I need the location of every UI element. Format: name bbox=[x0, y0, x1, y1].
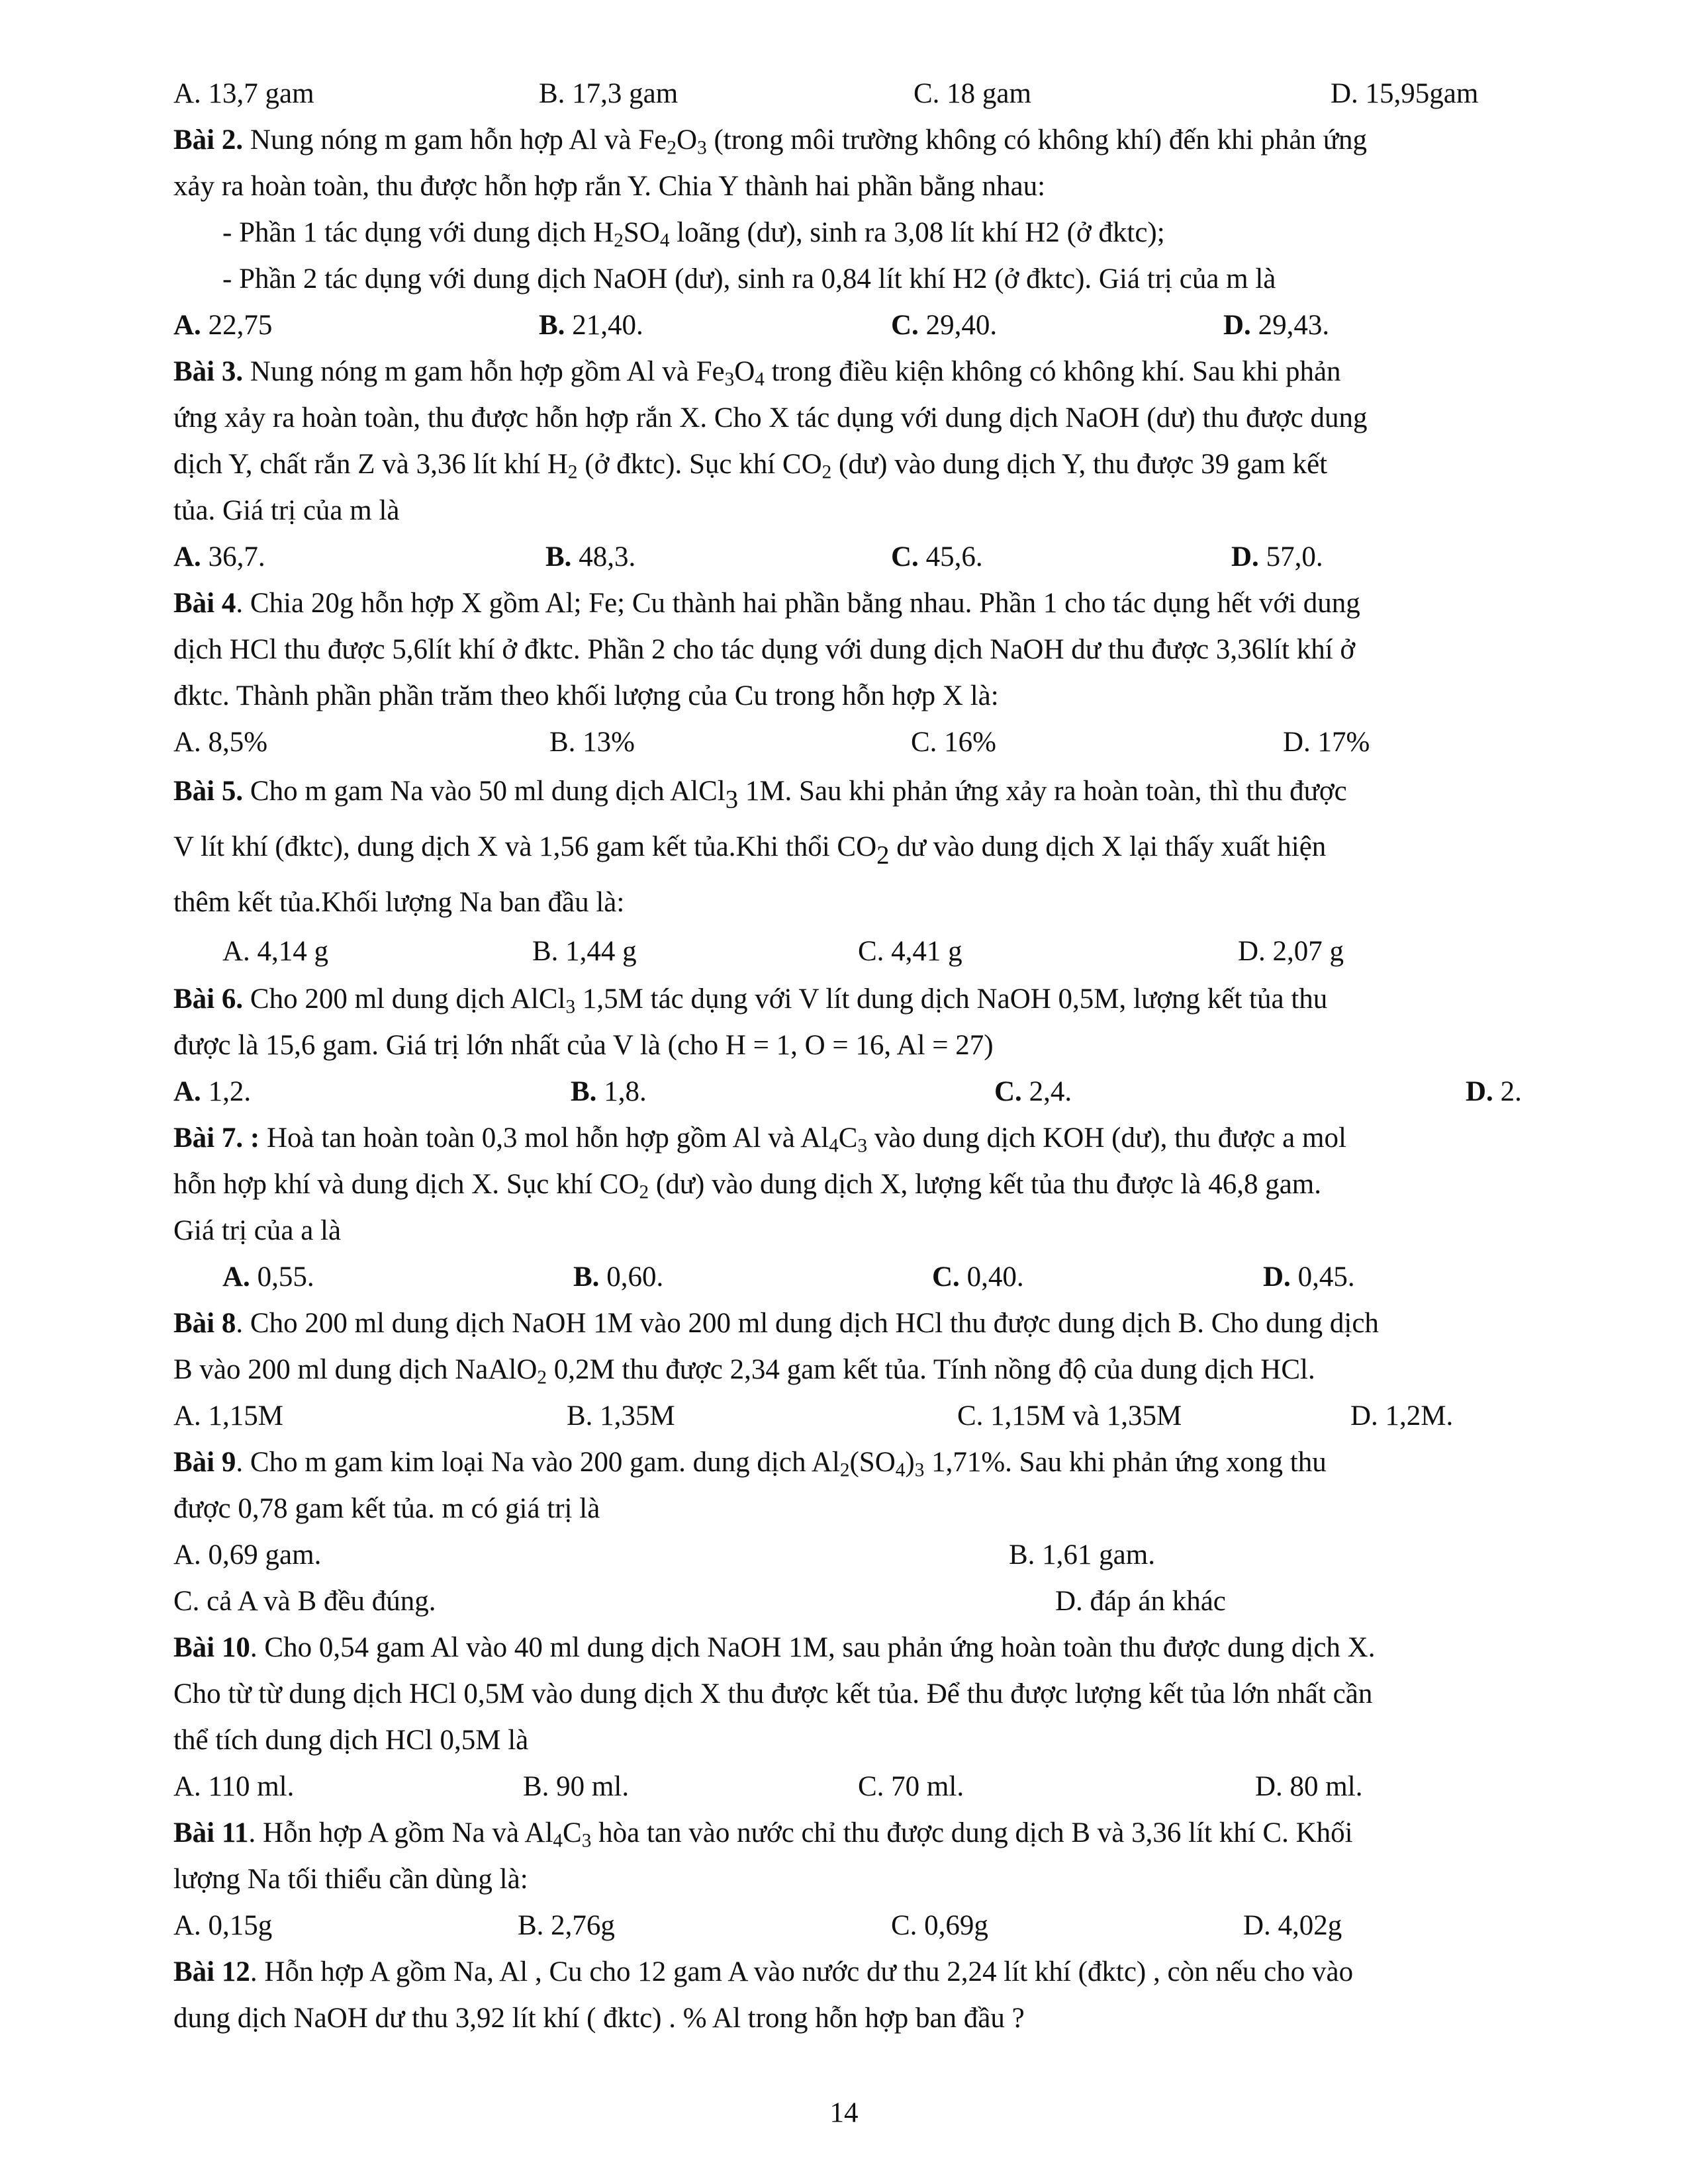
q3-line-2: ứng xảy ra hoàn toàn, thu được hỗn hợp rắn X. Cho X tác dụng với dung dịch NaOH (dư) thu được dung bbox=[173, 402, 1368, 433]
q8-line-1: Bài 8. Cho 200 ml dung dịch NaOH 1M vào 200 ml dung dịch HCl thu được dung dịch B. Cho dung dịch bbox=[173, 1308, 1379, 1339]
q5-line-3: thêm kết tủa.Khối lượng Na ban đầu là: bbox=[173, 887, 625, 918]
q11-option-c: C. 0,69g bbox=[891, 1910, 988, 1941]
q10-label: Bài 10 bbox=[173, 1632, 250, 1663]
q11-line-1: Bài 11. Hỗn hợp A gồm Na và $Al_4C_3$ hòa tan vào nước chỉ thu được dung dịch B và 3,36 lít khí C. Khối bbox=[173, 1817, 1353, 1852]
q4-line-2: dịch HCl thu được 5,6lít khí ở đktc. Phần 2 cho tác dụng với dung dịch NaOH dư thu được 3,36lít khí ở bbox=[173, 634, 1356, 665]
q3-line-3: dịch Y, chất rắn Z và 3,36 lít khí $H_2$ (ở đktc). Sục khí $CO_2$ (dư) vào dung dịch Y, thu được 39 gam kết bbox=[173, 449, 1328, 483]
q5-line-1: Bài 5. Cho m gam Na vào 50 ml dung dịch AlCl$_3$ 1M. Sau khi phản ứng xảy ra hoàn toàn, thì thu được bbox=[173, 776, 1347, 814]
q7-label: Bài 7. : bbox=[173, 1122, 260, 1154]
q5-option-a: A. 4,14 g bbox=[222, 936, 329, 967]
q6-option-d: D. 2. bbox=[1466, 1076, 1522, 1107]
q9-line-2: được 0,78 gam kết tủa. m có giá trị là bbox=[173, 1493, 600, 1524]
q12-label: Bài 12 bbox=[173, 1956, 250, 1987]
q4-option-d: D. 17% bbox=[1283, 727, 1370, 758]
q6-option-a: A. 1,2. bbox=[173, 1076, 252, 1107]
q7-option-c: C. 0,40. bbox=[932, 1261, 1024, 1293]
q7-option-b: B. 0,60. bbox=[573, 1261, 664, 1293]
q9-line-1: Bài 9. Cho m gam kim loại Na vào 200 gam. dung dịch $Al_2(SO_4)_3$ 1,71%. Sau khi phản ứng xong thu bbox=[173, 1447, 1327, 1481]
q3-line-4: tủa. Giá trị của m là bbox=[173, 495, 400, 526]
q9-option-a: A. 0,69 gam. bbox=[173, 1539, 322, 1570]
q7-option-a: A. 0,55. bbox=[222, 1261, 314, 1293]
q3-line-1: Bài 3. Nung nóng m gam hỗn hợp gồm Al và $Fe_3O_4$ trong điều kiện không có không khí. Sau khi phản bbox=[173, 356, 1341, 390]
q11-option-d: D. 4,02g bbox=[1243, 1910, 1342, 1941]
q6-line-1: Bài 6. Cho 200 ml dung dịch AlCl$_3$ 1,5M tác dụng với V lít dung dịch NaOH 0,5M, lượng kết tủa thu bbox=[173, 983, 1328, 1018]
q11-line-2: lượng Na tối thiểu cần dùng là: bbox=[173, 1864, 528, 1895]
q4-label: Bài 4 bbox=[173, 588, 236, 619]
q10-option-a: A. 110 ml. bbox=[173, 1771, 295, 1802]
q2-line-1: Bài 2. Nung nóng m gam hỗn hợp Al và $Fe_2O_3$ (trong môi trường không có không khí) đến khi phản ứng bbox=[173, 124, 1368, 159]
q5-line-2: V lít khí (đktc), dung dịch X và 1,56 gam kết tủa.Khi thổi $CO_2$ dư vào dung dịch X lại thấy xuất hiện bbox=[173, 831, 1327, 870]
q12-line-1: Bài 12. Hỗn hợp A gồm Na, Al , Cu cho 12 gam A vào nước dư thu 2,24 lít khí (đktc) , còn nếu cho vào bbox=[173, 1956, 1354, 1987]
q9-option-c: C. cả A và B đều đúng. bbox=[173, 1586, 436, 1617]
q8-option-d: D. 1,2M. bbox=[1350, 1400, 1454, 1432]
q11-option-a: A. 0,15g bbox=[173, 1910, 273, 1941]
q5-option-b: B. 1,44 g bbox=[532, 936, 637, 967]
q9-label: Bài 9 bbox=[173, 1447, 236, 1478]
q3-option-b: B. 48,3. bbox=[545, 541, 636, 572]
q6-line-2: được là 15,6 gam. Giá trị lớn nhất của V là (cho H = 1, O = 16, Al = 27) bbox=[173, 1030, 994, 1061]
q5-option-d: D. 2,07 g bbox=[1238, 936, 1344, 967]
q10-option-c: C. 70 ml. bbox=[858, 1771, 964, 1802]
q6-option-b: B. 1,8. bbox=[571, 1076, 647, 1107]
q7-line-1: Bài 7. : Hoà tan hoàn toàn 0,3 mol hỗn hợp gồm Al và $Al_4C_3$ vào dung dịch KOH (dư), thu được a mol bbox=[173, 1122, 1346, 1157]
q8-option-a: A. 1,15M bbox=[173, 1400, 284, 1432]
q1-option-c: C. 18 gam bbox=[914, 78, 1031, 109]
q9-option-b: B. 1,61 gam. bbox=[1009, 1539, 1155, 1570]
q8-option-c: C. 1,15M và 1,35M bbox=[957, 1400, 1182, 1432]
page-number: 14 bbox=[829, 2097, 859, 2128]
q7-line-2: hỗn hợp khí và dung dịch X. Sục khí $CO_2$ (dư) vào dung dịch X, lượng kết tủa thu được là 46,8 gam. bbox=[173, 1169, 1321, 1203]
q6-label: Bài 6. bbox=[173, 983, 244, 1015]
q1-option-a: A. 13,7 gam bbox=[173, 78, 314, 109]
q2-label: Bài 2. bbox=[173, 124, 244, 156]
q8-option-b: B. 1,35M bbox=[567, 1400, 675, 1432]
q2-line-4: - Phần 2 tác dụng với dung dịch NaOH (dư), sinh ra 0,84 lít khí H2 (ở đktc). Giá trị của m là bbox=[222, 263, 1276, 295]
q5-label: Bài 5. bbox=[173, 776, 244, 807]
q3-option-a: A. 36,7. bbox=[173, 541, 265, 572]
q8-line-2: B vào 200 ml dung dịch NaAlO$_2$ 0,2M thu được 2,34 gam kết tủa. Tính nồng độ của dung dịch HCl. bbox=[173, 1354, 1315, 1388]
q4-option-c: C. 16% bbox=[911, 727, 996, 758]
q6-option-c: C. 2,4. bbox=[994, 1076, 1072, 1107]
q10-line-3: thể tích dung dịch HCl 0,5M là bbox=[173, 1725, 529, 1756]
q12-line-2: dung dịch NaOH dư thu 3,92 lít khí ( đktc) . % Al trong hỗn hợp ban đầu ? bbox=[173, 2003, 1025, 2034]
q2-line-2: xảy ra hoàn toàn, thu được hỗn hợp rắn Y. Chia Y thành hai phần bằng nhau: bbox=[173, 171, 1046, 202]
q2-line-3: - Phần 1 tác dụng với dung dịch $H_2SO_4$ loãng (dư), sinh ra 3,08 lít khí H2 (ở đktc); bbox=[222, 217, 1165, 251]
q2-option-a: A. 22,75 bbox=[173, 310, 273, 341]
q10-line-2: Cho từ từ dung dịch HCl 0,5M vào dung dịch X thu được kết tủa. Để thu được lượng kết tủa lớn nhất cần bbox=[173, 1678, 1373, 1709]
q1-option-d: D. 15,95gam bbox=[1331, 78, 1479, 109]
q11-label: Bài 11 bbox=[173, 1817, 249, 1848]
q3-option-c: C. 45,6. bbox=[891, 541, 983, 572]
q10-option-d: D. 80 ml. bbox=[1255, 1771, 1363, 1802]
q4-option-b: B. 13% bbox=[549, 727, 635, 758]
q3-label: Bài 3. bbox=[173, 356, 244, 387]
q10-line-1: Bài 10. Cho 0,54 gam Al vào 40 ml dung dịch NaOH 1M, sau phản ứng hoàn toàn thu được dung dịch X. bbox=[173, 1632, 1376, 1663]
q4-line-3: đktc. Thành phần phần trăm theo khối lượng của Cu trong hỗn hợp X là: bbox=[173, 680, 999, 711]
q3-option-d: D. 57,0. bbox=[1231, 541, 1323, 572]
q11-option-b: B. 2,76g bbox=[518, 1910, 615, 1941]
q1-option-b: B. 17,3 gam bbox=[539, 78, 679, 109]
q2-option-c: C. 29,40. bbox=[891, 310, 998, 341]
q7-option-d: D. 0,45. bbox=[1263, 1261, 1355, 1293]
q7-line-3: Giá trị của a là bbox=[173, 1215, 342, 1246]
q8-label: Bài 8 bbox=[173, 1308, 236, 1339]
q5-option-c: C. 4,41 g bbox=[858, 936, 962, 967]
q4-option-a: A. 8,5% bbox=[173, 727, 268, 758]
q2-option-b: B. 21,40. bbox=[539, 310, 643, 341]
q2-option-d: D. 29,43. bbox=[1223, 310, 1330, 341]
q4-line-1: Bài 4. Chia 20g hỗn hợp X gồm Al; Fe; Cu thành hai phần bằng nhau. Phần 1 cho tác dụng hết với dung bbox=[173, 588, 1360, 619]
q10-option-b: B. 90 ml. bbox=[523, 1771, 630, 1802]
q9-option-d: D. đáp án khác bbox=[1055, 1586, 1226, 1617]
